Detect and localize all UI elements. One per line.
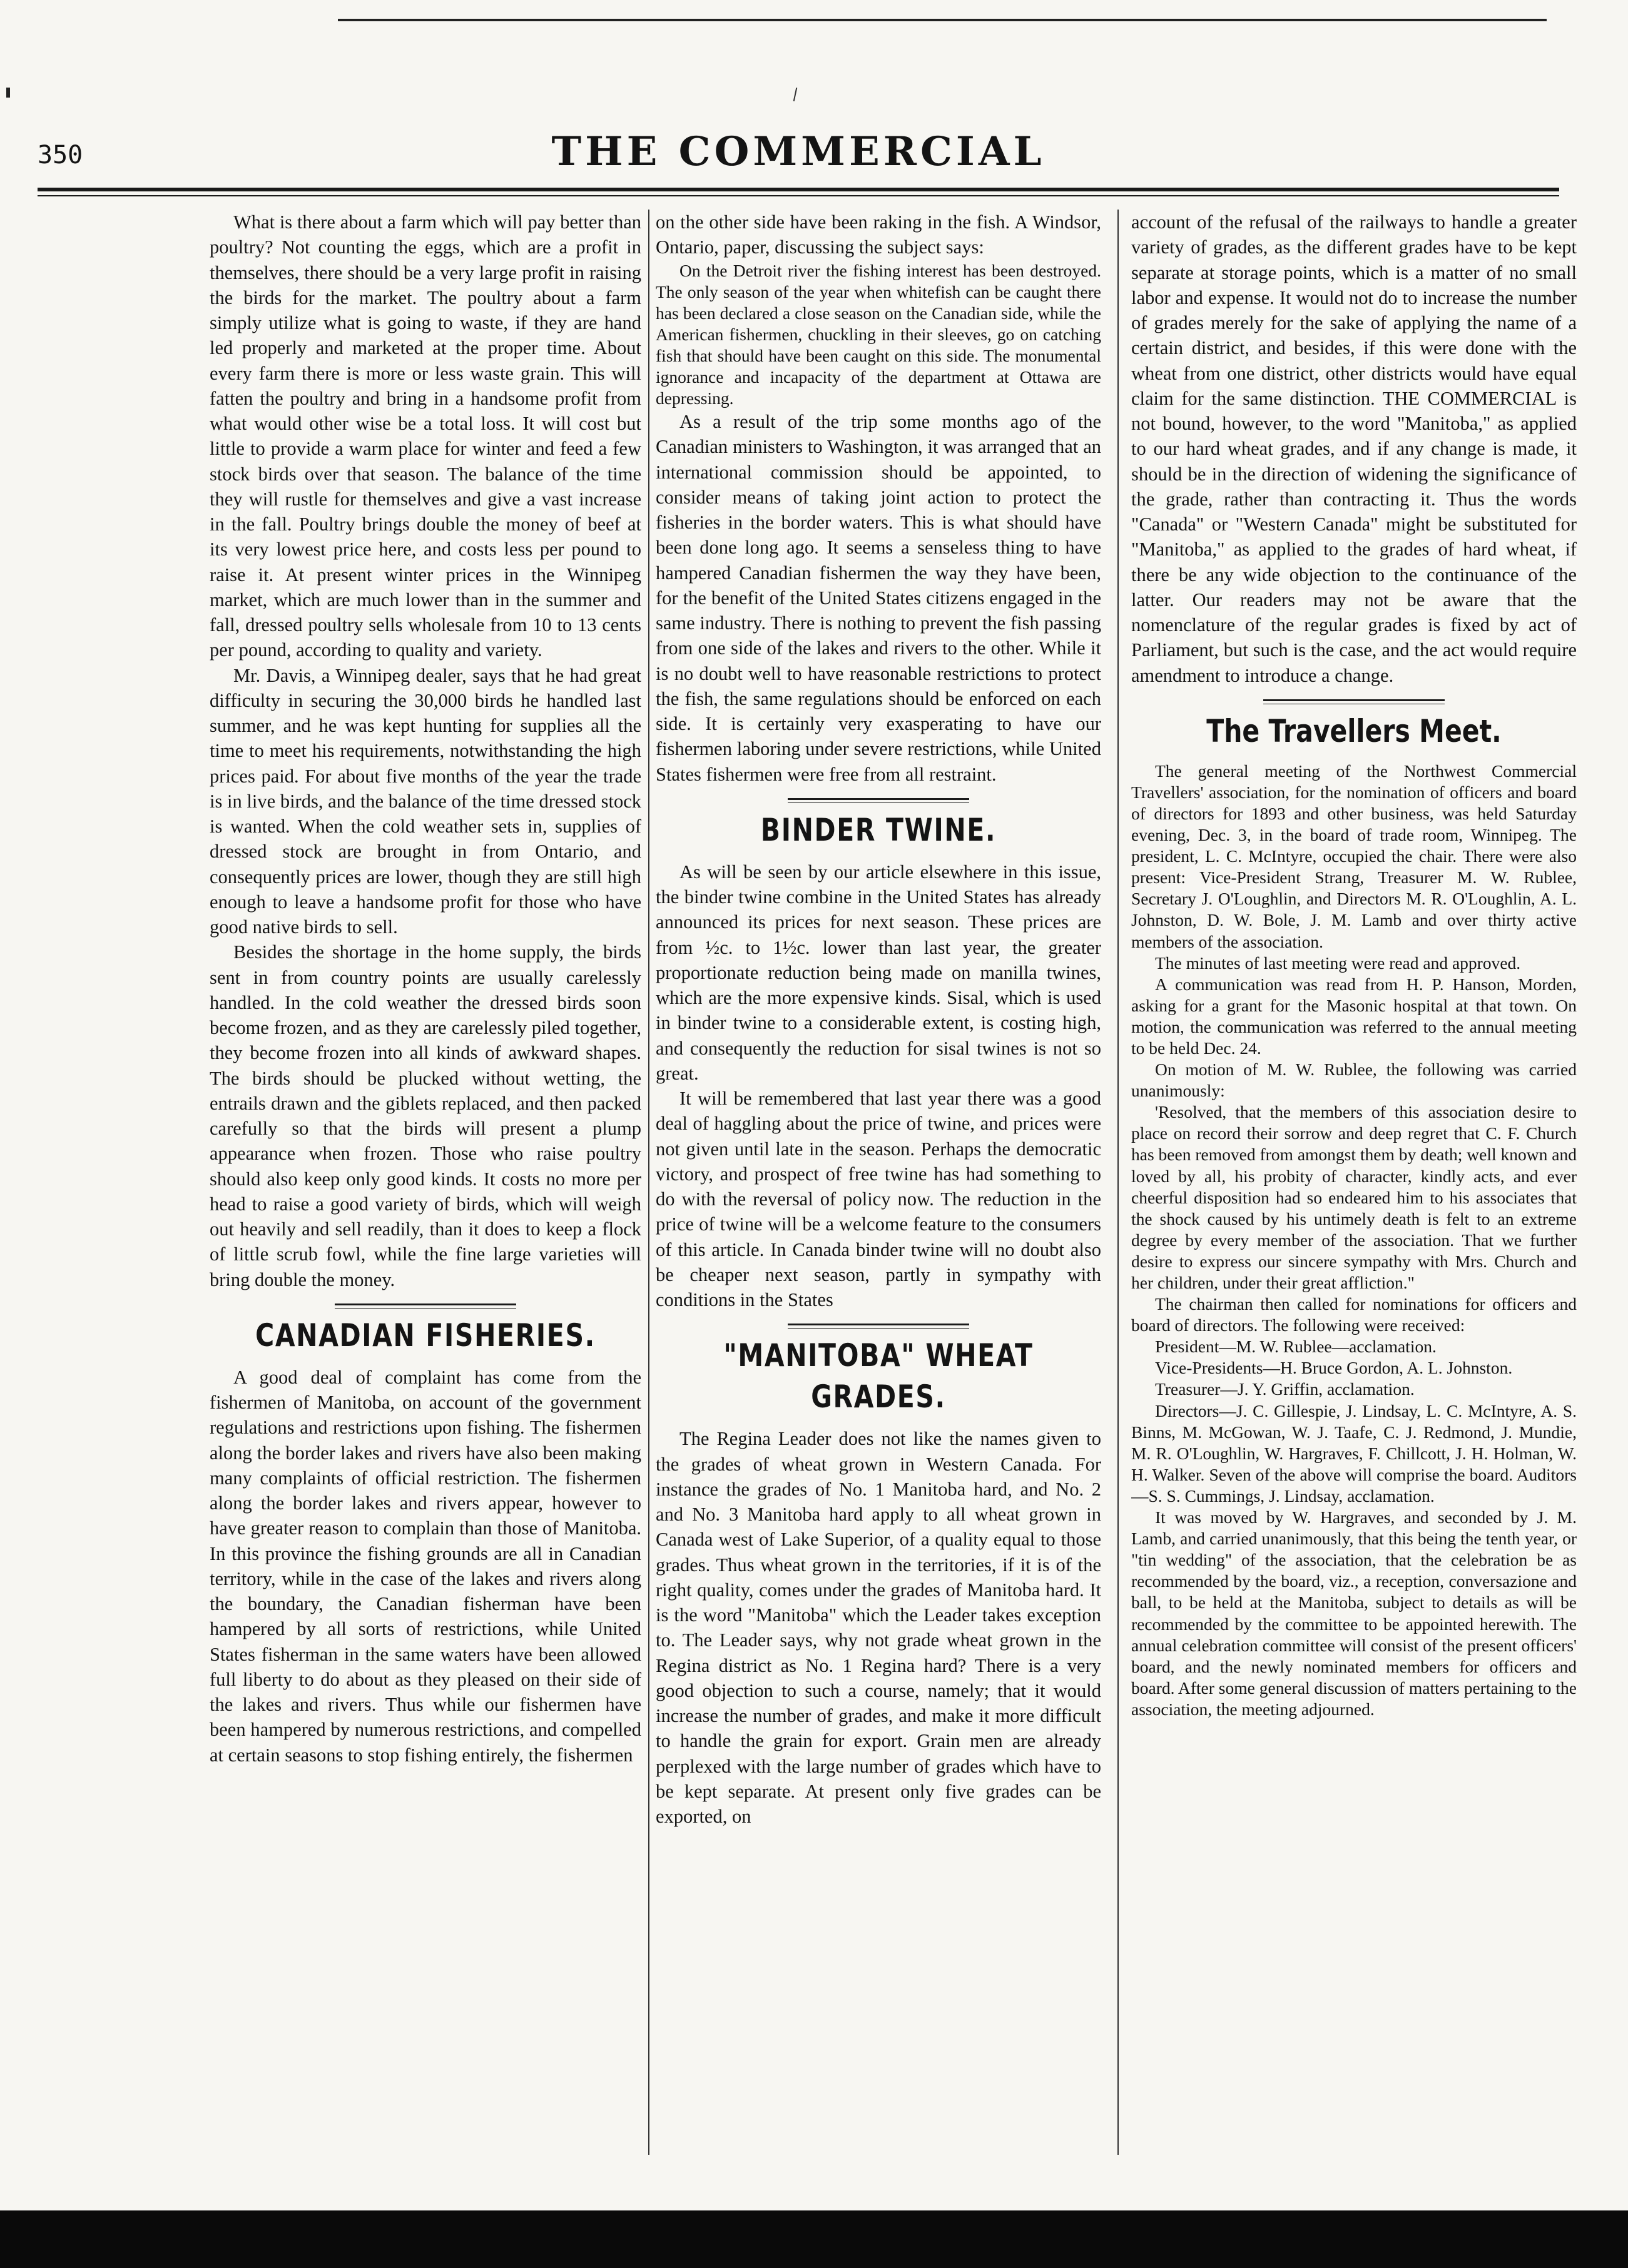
section-separator xyxy=(335,1304,516,1309)
column-3 xyxy=(1131,210,1577,2161)
section-separator xyxy=(1263,699,1445,704)
page-number: 350 xyxy=(38,141,83,170)
travellers-headline: The Travellers Meet. xyxy=(1206,712,1502,749)
poultry-paragraph: Mr. Davis, a Winnipeg dealer, says that he had great difficulty in securing the 30,000 birds he handled last summer, and he was kept hunting for supplies all the time to meet his requirements, notwithstanding the high prices paid. For about five months of the year the trade is in live birds, and the balance of the time dressed stock is wanted. When the cold weather sets in, supplies of dressed stock are brought in from Ontario, and consequently prices are lower, though they are still high enough to leave a handsome profit for those who have good native birds to sell. xyxy=(210,664,641,938)
fisheries-paragraph: A good deal of complaint has come from the fishermen of Manitoba, on account of the government regulations and restrictions upon fishing. The fishermen along the border lakes and rivers have also been making many complaints of official restriction. The fishermen along the border lakes and rivers appear, however to have greater reason to complain than those of Manitoba. In this province the fishing grounds are all in Canadian territory, while in the case of the lakes and rivers along the boundary, the Canadian fisherman have been hampered by all sorts of restrictions, while United States fisherman in the same waters have been allowed full liberty to do about as they pleased on their side of the lakes and rivers. Thus while our fishermen have been hampered by numerous restrictions, and compelled at certain seasons to stop fishing entirely, the fishermen xyxy=(210,1366,641,1766)
section-separator xyxy=(788,798,969,803)
fisheries-headline: CANADIAN FISHERIES. xyxy=(255,1317,596,1354)
travellers-paragraph: On motion of M. W. Rublee, the following was carried unanimously: xyxy=(1131,1060,1577,1101)
travellers-paragraph: The general meeting of the Northwest Commercial Travellers' association, for the nomination of officers and board of directors for 1893 and other business, was held Saturday evening, Dec. 3, in the board of trade room, Winnipeg. The president, L. C. McIntyre, occupied the chair. There were also present: Vice-President Strang, Treasurer M. W. Rublee, Secretary J. O'Loughlin, and Directors M. R. O'Loughlin, A. L. Johnston, D. W. Bole, J. M. Lamb and over thirty active members of the association. xyxy=(1131,761,1577,951)
nomination-line: Treasurer—J. Y. Griffin, acclamation. xyxy=(1155,1379,1415,1399)
header-rule-thin xyxy=(38,195,1559,196)
masthead-title: THE COMMERCIAL xyxy=(551,128,1045,175)
scan-footer-bar xyxy=(0,2210,1628,2268)
top-rule xyxy=(338,19,1547,21)
column-rule xyxy=(1117,210,1119,2155)
poultry-paragraph: What is there about a farm which will pay better than poultry? Not counting the eggs, which are a profit in themselves, there should be a very large profit in raising the birds for the market. The poultry about a farm simply utilize what is going to waste, if they are hand led properly and marketed at the proper time. About every farm there is more or less waste grain. This will fatten the poultry and bring in a handsome profit from what would other wise be a total loss. It will cost but little to provide a warm place for winter and feed a few stock birds over that season. The balance of the time they will rustle for themselves and give a vast increase in the fall. Poultry brings double the money of beef at its very lowest price here, and costs less per pound to raise it. At present winter prices in the Winnipeg market, which are much lower than in the summer and fall, dressed poultry sells wholesale from 10 to 13 cents per pound, according to quality and variety. xyxy=(210,211,641,661)
column-1 xyxy=(210,210,641,2161)
column-rule xyxy=(648,210,649,2155)
binder-twine-paragraph: As will be seen by our article elsewhere in this issue, the binder twine combine in the United States has already announced its prices for next season. These prices are from ½c. to 1½c. lower than last year, the greater proportionate reduction being made on manilla twines, which are the more expensive kinds. Sisal, which is used in binder twine to a considerable extent, is costing high, and consequently the reduction for sisal twines is not so great. xyxy=(656,861,1101,1084)
nomination-line: President—M. W. Rublee—acclamation. xyxy=(1155,1337,1437,1357)
travellers-paragraph: The minutes of last meeting were read and approved. xyxy=(1155,953,1521,973)
poultry-paragraph: Besides the shortage in the home supply, the birds sent in from country points are usually carelessly handled. In the cold weather the dressed birds soon become frozen, and as they are carelessly piled together, they become frozen into all kinds of awkward shapes. The birds should be plucked without wetting, the entrails drawn and the giblets replaced, and then packed carefully so that the birds will present a plump appearance when frozen. Those who raise poultry should also keep only good kinds. It costs no more per head to raise a good variety of birds, which will weigh out heavily and sell readily, than it does to keep a flock of little scrub fowl, while the fine large varieties will bring double the money. xyxy=(210,941,641,1290)
scan-speck xyxy=(6,88,10,98)
fisheries-quote: On the Detroit river the fishing interest has been destroyed. The only season of the year when whitefish can be caught there has been declared a close season on the Canadian side, while the American fishermen, chuckling in their sleeves, go on catching fish that should have been caught on this side. The monumental ignorance and incapacity of the department at Ottawa are depressing. xyxy=(656,260,1101,408)
binder-twine-paragraph: It will be remembered that last year there was a good deal of haggling about the price of twine, and prices were not given until late in the season. Perhaps the democratic victory, and prospect of free twine has had something to do with the reversal of policy now. The reduction in the price of twine will be a welcome feature to the consumers of this article. In Canada binder twine will no doubt also be cheaper next season, partly in sympathy with conditions in the States xyxy=(656,1088,1101,1311)
wheat-grades-paragraph: account of the refusal of the railways to handle a greater variety of grades, as the different grades have to be kept separate at storage points, which is a matter of no small labor and expense. It would not do to increase the number of grades merely for the sake of applying the name of a certain district, and besides, if this were done with the wheat from one district, other districts would have equal claim for the same distinction. THE COMMERCIAL is not bound, however, to the word "Manitoba," as applied to our hard wheat grades, and if any change is made, it should be in the direction of widening the significance of the grade, rather than contracting it. Thus the words "Canada" or "Western Canada" might be substituted for "Manitoba," as applied to the grades of hard wheat, if there be any wide objection to the continuance of the latter. Our readers may not be aware that the nomenclature of the regular grades is fixed by act of Parliament, but such is the case, and the act would require amendment to introduce a change. xyxy=(1131,211,1577,686)
fisheries-paragraph: As a result of the trip some months ago of the Canadian ministers to Washington, it was arranged that an international commission should be appointed, to consider means of taking joint action to protect the fisheries in the border waters. This is what should have been done long ago. It seems a senseless thing to have hampered Canadian fishermen the way they have been, for the benefit of the United States citizens engaged in the same industry. There is nothing to prevent the fish passing from one side of the lakes and rivers to the other. While it is no doubt well to have reasonable restrictions to protect the fish, the same regulations should be enforced on each side. It is certainly very exasperating to have our fishermen laboring under severe restrictions, while United States fishermen were free from all restraint. xyxy=(656,411,1101,785)
wheat-grades-paragraph: The Regina Leader does not like the names given to the grades of wheat grown in Western Canada. For instance the grades of No. 1 Manitoba hard, and No. 2 and No. 3 Manitoba hard apply to all wheat grown in Canada west of Lake Superior, of a quality equal to those grades. Thus wheat grown in the territories, if it is of the right quality, comes under the grades of Manitoba hard. It is the word "Manitoba" which the Leader takes exception to. The Leader says, why not grade wheat grown in the Regina district as No. 1 Regina hard? There is a very good objection to such a course, namely; that it would increase the number of grades, and make it more difficult to handle the grain for export. Grain men are already perplexed with the large number of grades which have to be kept separate. At present only five grades can be exported, on xyxy=(656,1428,1101,1828)
section-separator xyxy=(788,1324,969,1329)
nomination-line: Vice-Presidents—H. Bruce Gordon, A. L. Johnston. xyxy=(1155,1358,1513,1378)
masthead xyxy=(38,128,1559,185)
nomination-line: Directors—J. C. Gillespie, J. Lindsay, L. C. McIntyre, A. S. Binns, M. McGowan, W. J. Taafe, C. J. Redmond, J. Mundie, M. R. O'Loughlin, W. Hargraves, F. Chillcott, J. H. Holman, W. H. Walker. Seven of the above will comprise the board. Auditors—S. S. Cummings, J. Lindsay, acclamation. xyxy=(1131,1400,1577,1506)
travellers-paragraph: It was moved by W. Hargraves, and seconded by J. M. Lamb, and carried unanimously, that this being the tenth year, or "tin wedding" of the association, that the celebration be as recommended by the board, viz., a reception, conversazione and ball, to be held at the Manitoba, subject to details as will be recommended by the committee to be appointed herewith. The annual celebration committee will consist of the present officers' board, and the newly nominated members for officers and board. After some general discussion of matters pertaining to the association, the meeting adjourned. xyxy=(1131,1507,1577,1719)
binder-twine-headline: BINDER TWINE. xyxy=(760,811,997,848)
travellers-paragraph: A communication was read from H. P. Hanson, Morden, asking for a grant for the Masonic hospital at that town. On motion, the communication was referred to the annual meeting to be held Dec. 24. xyxy=(1131,974,1577,1058)
travellers-resolution: 'Resolved, that the members of this association desire to place on record their sorrow and deep regret that C. F. Church has been removed from amongst them by death; well known and loved by all, his probity of character, kindly acts, and ever cheerful disposition had so endeared him to his associates that the shock caused by his untimely death is felt to an extreme degree by every member of the association. That we further desire to express our sincere sympathy with Mrs. Church and her children, under their great affliction." xyxy=(1131,1102,1577,1292)
header-rule xyxy=(38,188,1559,191)
wheat-grades-headline: "MANITOBA" WHEAT GRADES. xyxy=(723,1337,1034,1415)
fisheries-paragraph: on the other side have been raking in the fish. A Windsor, Ontario, paper, discussing the subject says: xyxy=(656,211,1101,258)
column-2 xyxy=(656,210,1101,2161)
scan-mark xyxy=(793,88,798,101)
travellers-paragraph: The chairman then called for nominations for officers and board of directors. The following were received: xyxy=(1131,1294,1577,1335)
